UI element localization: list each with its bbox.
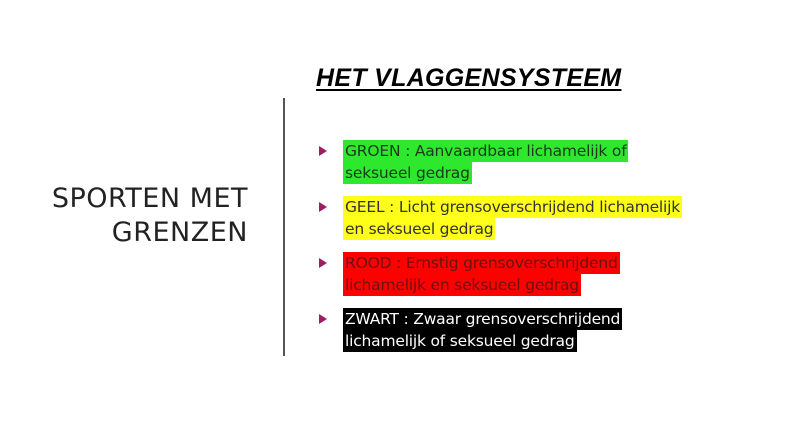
triangle-bullet-icon (319, 202, 327, 212)
slide-title (52, 182, 248, 250)
flag-text-red (343, 252, 756, 296)
triangle-bullet-icon (319, 314, 327, 324)
flag-text-yellow (343, 196, 756, 240)
triangle-bullet-icon (319, 146, 327, 156)
flag-item-yellow (316, 196, 756, 246)
flag-black-line-2: lichamelijk of seksueel gedrag (345, 332, 575, 350)
flag-black-line-1: ZWART : Zwaar grensoverschrijdend (345, 310, 621, 328)
flag-green-line-1: GROEN : Aanvaardbaar lichamelijk of (345, 142, 627, 160)
flag-green-line-2: seksueel gedrag (345, 164, 470, 182)
vertical-divider (283, 98, 285, 356)
flag-item-red (316, 252, 756, 302)
flag-red-line-2: lichamelijk en seksueel gedrag (345, 276, 579, 294)
flag-text-black (343, 308, 756, 352)
flag-text-green (343, 140, 756, 184)
flag-yellow-line-1: GEEL : Licht grensoverschrijdend lichamelijk (345, 198, 681, 216)
section-heading: HET VLAGGENSYSTEEM (316, 64, 622, 92)
slide-title-line-2: GRENZEN (111, 217, 248, 248)
flag-list (316, 140, 756, 364)
flag-yellow-line-2: en seksueel gedrag (345, 220, 494, 238)
flag-item-green (316, 140, 756, 190)
slide-title-line-1: SPORTEN MET (51, 183, 248, 214)
triangle-bullet-icon (319, 258, 327, 268)
flag-item-black (316, 308, 756, 358)
flag-red-line-1: ROOD : Ernstig grensoverschrijdend (345, 254, 618, 272)
